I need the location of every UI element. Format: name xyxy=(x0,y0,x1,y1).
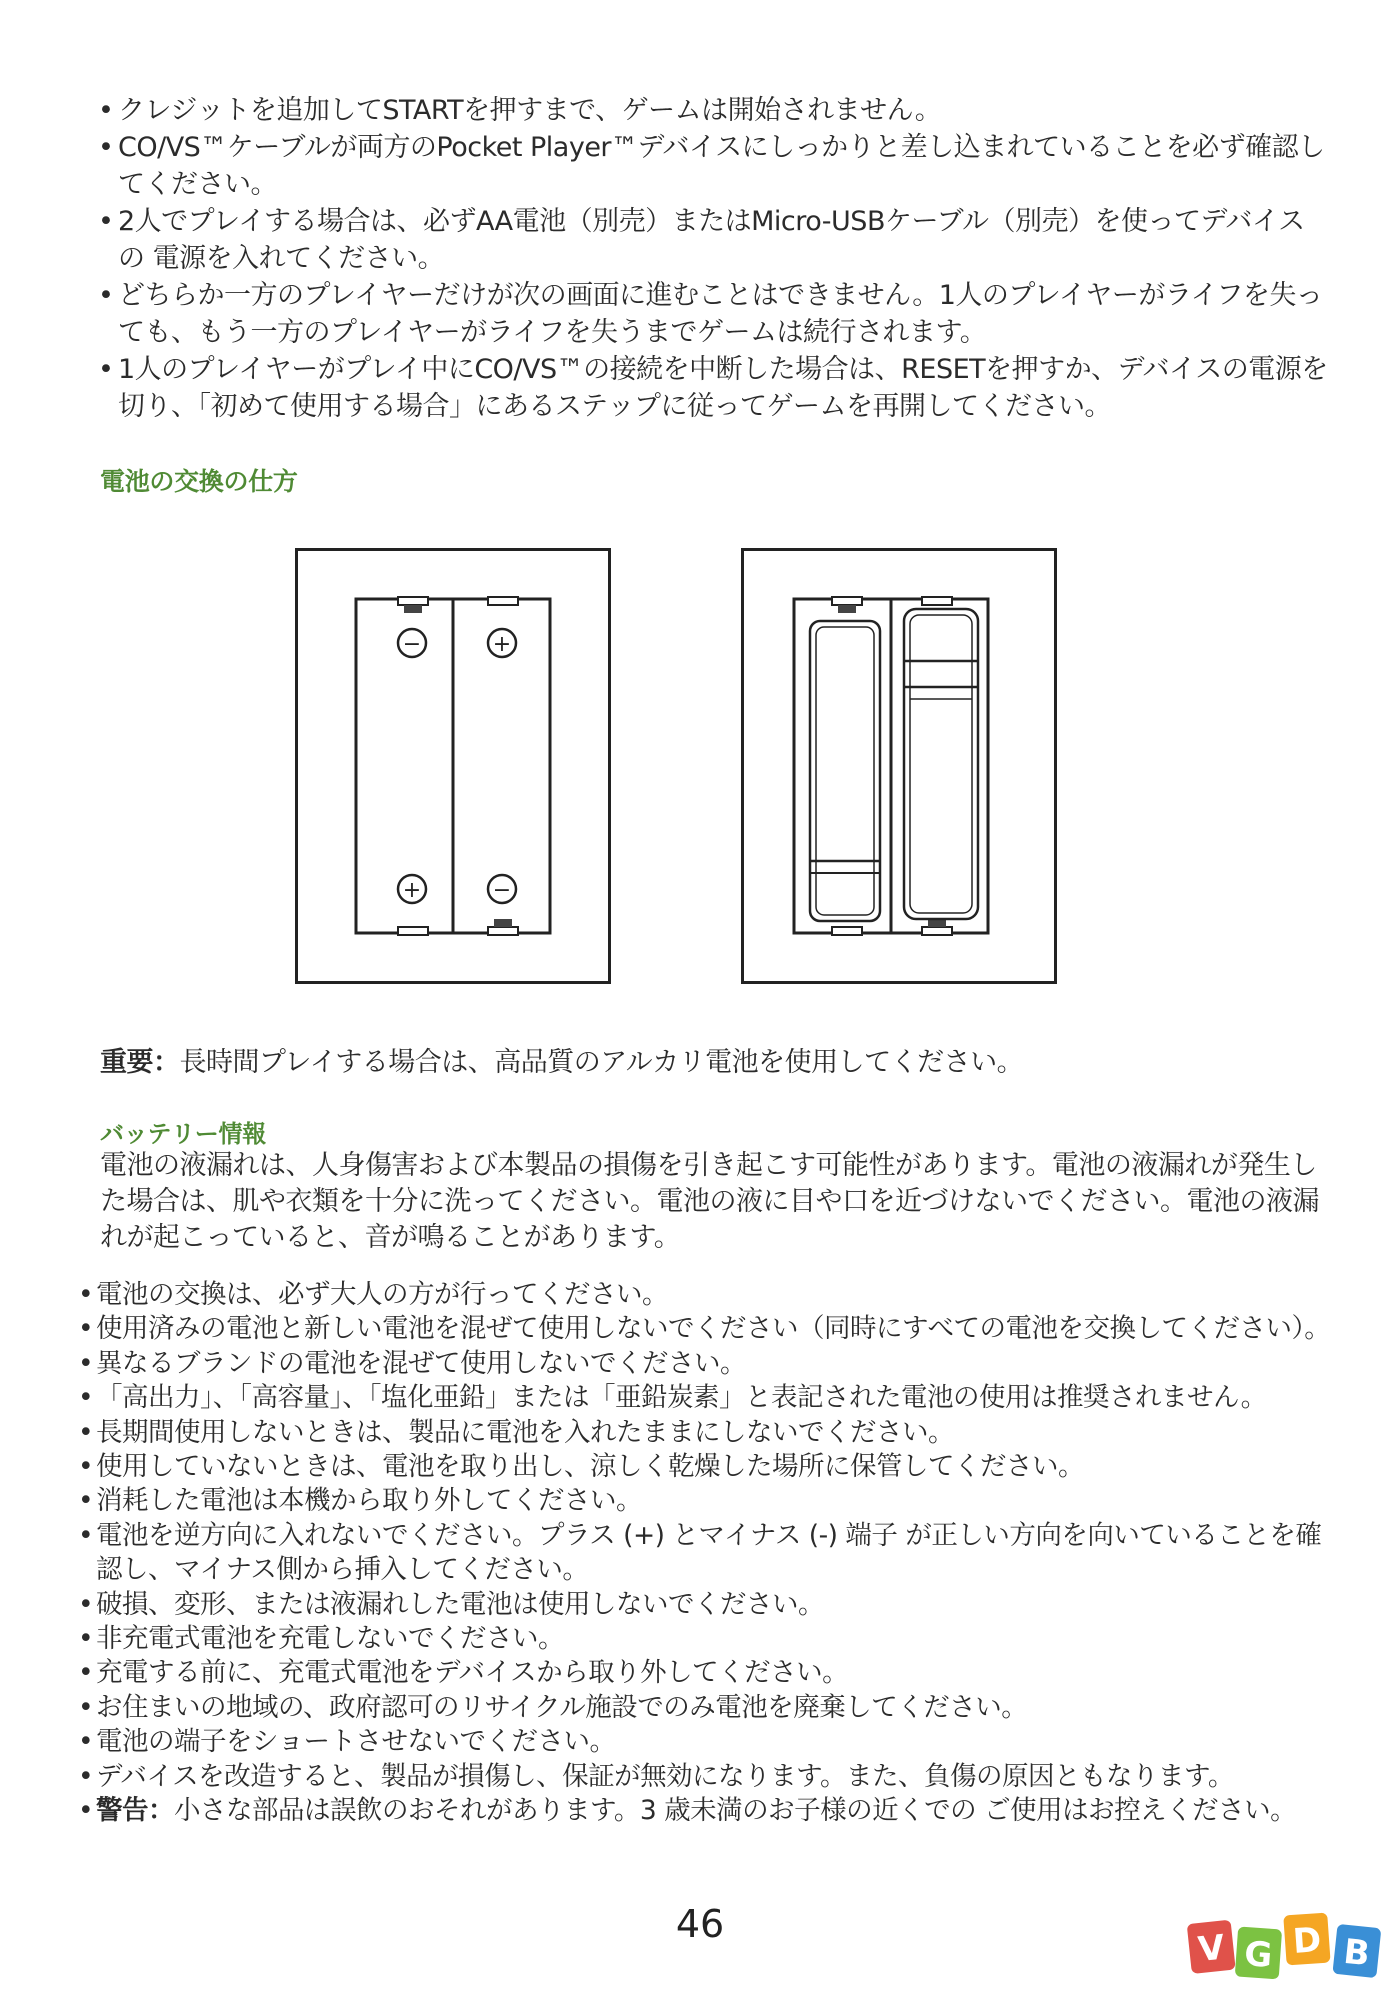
list-item: • 2人でプレイする場合は、必ずAA電池（別売）またはMicro-USBケーブル（別売）を使ってデバイスの 電源を入れてください。 xyxy=(98,203,1328,277)
warning-item xyxy=(78,1794,1338,1828)
list-item: • 破損、変形、または液漏れした電池は使用しないでください。 xyxy=(78,1588,1338,1622)
battery-info-paragraph: 電池の液漏れは、人身傷害および本製品の損傷を引き起こす可能性があります。電池の液漏れが発生した場合は、肌や衣類を十分に洗ってください。電池の液に目や口を近づけないでください。電池の液漏れが起こっていると、音が鳴ることがあります。 xyxy=(100,1150,1319,1253)
battery-info-heading: バッテリー情報 xyxy=(100,1120,266,1148)
compartment-empty-drawing xyxy=(298,551,608,981)
plus-symbol-label: + xyxy=(492,632,512,657)
important-note xyxy=(100,1040,1023,1079)
logo-letter-b: B xyxy=(1341,1931,1372,1975)
list-item: • 使用済みの電池と新しい電池を混ぜて使用しないでください（同時にすべての電池を交換してください）。 xyxy=(78,1312,1338,1346)
list-item: • お住まいの地域の、政府認可のリサイクル施設でのみ電池を廃棄してください。 xyxy=(78,1691,1338,1725)
list-item: • 電池の交換は、必ず大人の方が行ってください。 xyxy=(78,1278,1338,1312)
list-item: • 「高出力」、「高容量」、「塩化亜鉛」または「亜鉛炭素」と表記された電池の使用は推奨されません。 xyxy=(78,1381,1338,1415)
important-label: 重要： xyxy=(100,1047,180,1078)
list-item: • 電池の端子をショートさせないでください。 xyxy=(78,1725,1338,1759)
list-item: • 1人のプレイヤーがプレイ中にCO/VS™の接続を中断した場合は、RESETを押すか、デバイスの電源を切り、「初めて使用する場合」にあるステップに従ってゲームを再開してください。 xyxy=(98,351,1328,425)
list-item: • 使用していないときは、電池を取り出し、涼しく乾燥した場所に保管してください。 xyxy=(78,1450,1338,1484)
battery-replacement-heading: 電池の交換の仕方 xyxy=(100,467,298,496)
list-item: • 消耗した電池は本機から取り外してください。 xyxy=(78,1484,1338,1518)
minus-symbol-label: − xyxy=(402,632,422,657)
list-item: • 非充電式電池を充電しないでください。 xyxy=(78,1622,1338,1656)
battery-compartment-diagram-filled xyxy=(741,548,1057,984)
list-item: • 異なるブランドの電池を混ぜて使用しないでください。 xyxy=(78,1347,1338,1381)
warning-label: 警告： xyxy=(96,1795,174,1827)
list-item: • 長期間使用しないときは、製品に電池を入れたままにしないでください。 xyxy=(78,1416,1338,1450)
compartment-filled-drawing xyxy=(744,551,1054,981)
warning-text: 小さな部品は誤飲のおそれがあります。3 歳未満のお子様の近くでの ご使用はお控えください。 xyxy=(174,1795,1297,1827)
battery-compartment-diagram-empty xyxy=(295,548,611,984)
logo-letter-g: G xyxy=(1242,1934,1274,1976)
list-item: • クレジットを追加してSTARTを押すまで、ゲームは開始されません。 xyxy=(98,92,1328,129)
page-number: 46 xyxy=(675,1902,725,1946)
list-item: • デバイスを改造すると、製品が損傷し、保証が無効になります。また、負傷の原因ともなります。 xyxy=(78,1760,1338,1794)
list-item: • CO/VS™ケーブルが両方のPocket Player™デバイスにしっかりと差し込まれていることを必ず確認してください。 xyxy=(98,129,1328,203)
battery-safety-list xyxy=(78,1278,1338,1829)
vgdb-logo xyxy=(1185,1900,1390,1990)
list-item: • 充電する前に、充電式電池をデバイスから取り外してください。 xyxy=(78,1656,1338,1690)
list-item: • どちらか一方のプレイヤーだけが次の画面に進むことはできません。1人のプレイヤーがライフを失っても、もう一方のプレイヤーがライフを失うまでゲームは続行されます。 xyxy=(98,277,1328,351)
list-item: • 電池を逆方向に入れないでください。プラス (+) とマイナス (-) 端子 が正しい方向を向いていることを確認し、マイナス側から挿入してください。 xyxy=(78,1519,1338,1588)
top-bullet-list xyxy=(98,92,1328,425)
logo-letter-d: D xyxy=(1291,1920,1323,1962)
aa-battery-left xyxy=(810,621,880,921)
aa-battery-right xyxy=(904,609,978,919)
logo-letter-v: V xyxy=(1196,1927,1227,1971)
important-text: 長時間プレイする場合は、高品質のアルカリ電池を使用してください。 xyxy=(179,1047,1024,1078)
plus-symbol-label: + xyxy=(402,878,422,903)
minus-symbol-label: − xyxy=(492,878,512,903)
